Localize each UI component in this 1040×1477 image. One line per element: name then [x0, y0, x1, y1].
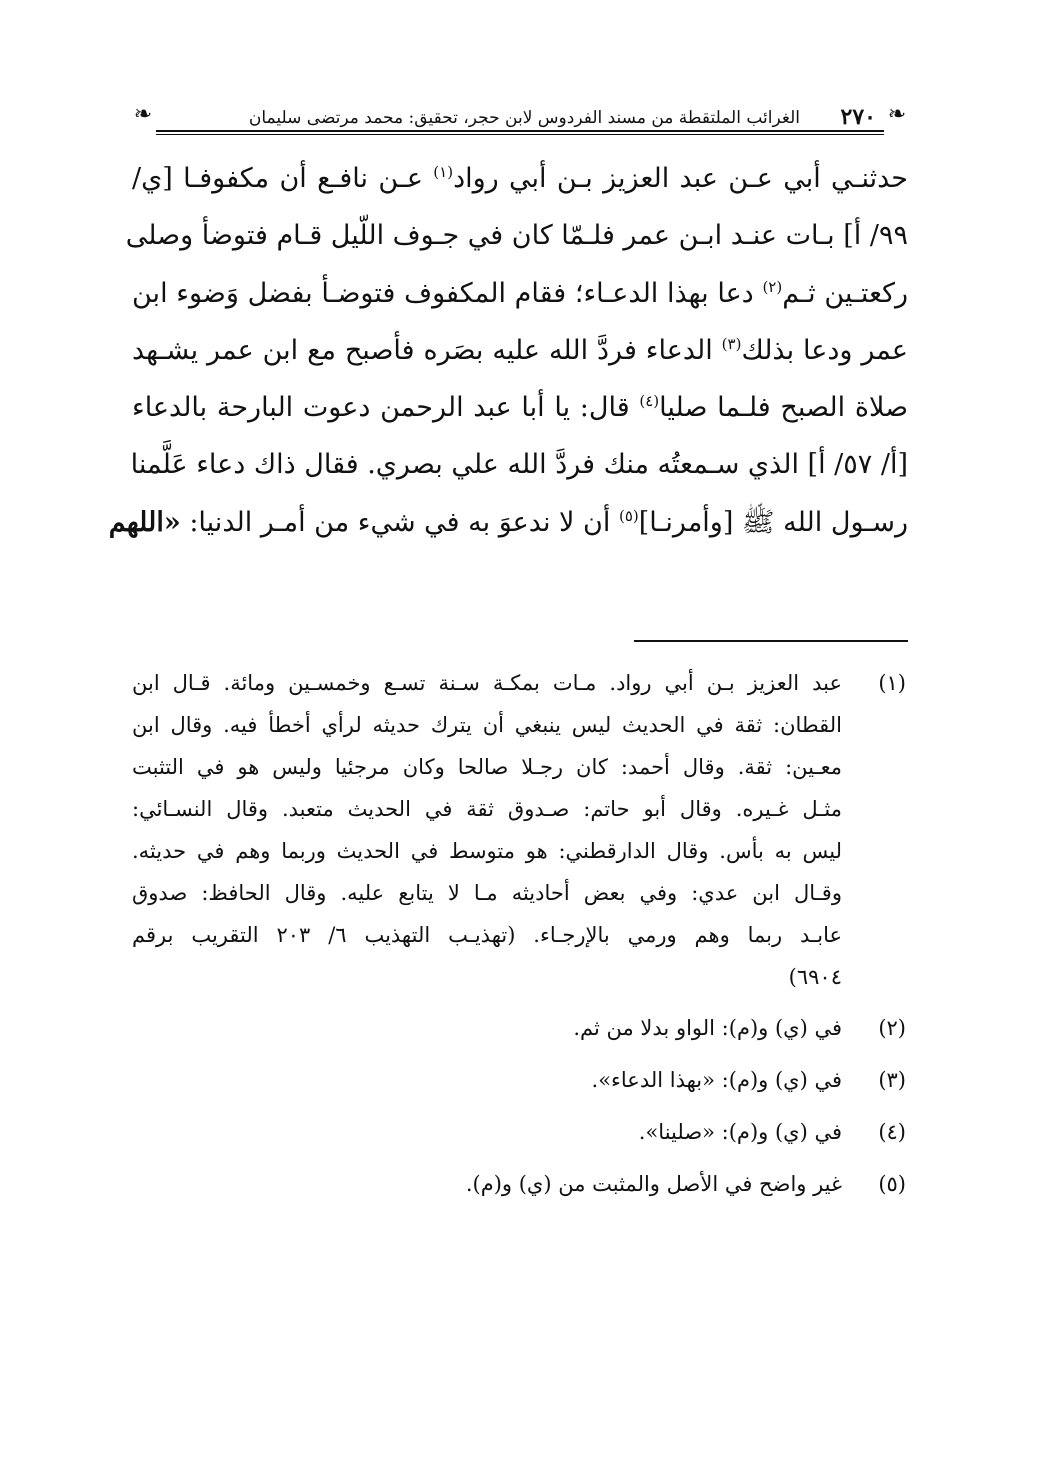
footnote-line: وقـال ابن عدي: وفي بعض أحاديثه مـا لا يتابع عليه. وقال الحافظ: صدوق: [132, 881, 842, 905]
body-line: ٩٩/ أ] بـات عنـد ابـن عمر فلـمّا كان في جـوف اللّيل قـام فتوضأ وصلى: [125, 220, 908, 252]
ornament-right-icon: ❧: [887, 102, 907, 127]
body-line: عمر ودعا بذلك$^{(٣)}$ الدعاء فردَّ الله عليه بصَره فأصبح مع ابن عمر يشـهد: [132, 334, 908, 366]
footnote-ref: (٣): [721, 334, 742, 353]
footnote-ref: (٢): [762, 277, 783, 296]
footnote-3: [132, 1058, 908, 1102]
ornament-left-icon: ❧: [133, 102, 153, 127]
footnotes: [132, 662, 908, 1206]
footnote-number: (٢): [878, 1016, 906, 1040]
footnote-line: ليس به بأس. وقال الدارقطني: هو متوسط في الحديث وربما وهم في حديثه.: [132, 839, 842, 863]
body-line: ركعتـين ثـم$^{(٢)}$ دعا بهذا الدعـاء؛ فقام المكفوف فتوضـأ بفضل وَضوء ابن: [132, 277, 908, 309]
footnote-line: في (ي) و(م): الواو بدلا من ثم.: [573, 1016, 842, 1040]
footnote-line: عبد العزيز بـن أبي رواد. مـات بمكـة سـنة تسـع وخمسـين ومائة. قـال ابن: [132, 671, 842, 695]
footnote-line: القطان: ثقة في الحديث ليس ينبغي أن يترك حديثه لرأي أخطأ فيه. وقال ابن: [132, 713, 842, 737]
footnote-number: (٣): [878, 1068, 906, 1092]
footnote-ref: (١): [433, 163, 454, 181]
footnote-number: (٥): [878, 1172, 906, 1196]
footnote-ref: (٤): [639, 392, 660, 411]
body-line: [أ/ ٥٧/ أ] الذي سـمعتُه منك فردَّ الله علي بصري. فقال ذاك دعاء عَلَّمنا: [130, 449, 908, 481]
page-number: ٢٧٠: [840, 104, 876, 130]
footnote-line: ٦٩٠٤): [788, 965, 842, 989]
footnote-4: [132, 1110, 908, 1154]
footnote-line: معـين: ثقة. وقال أحمد: كان رجـلا صالحا وكان مرجئيا وليس هو في التثبت: [132, 755, 842, 779]
footnote-number: (٤): [878, 1120, 906, 1144]
header-rule: [156, 130, 884, 135]
footnote-5: [132, 1162, 908, 1206]
footnote-number: (١): [878, 671, 906, 695]
footnote-separator: [634, 640, 908, 642]
footnote-line: مثـل غـيره. وقال أبو حاتم: صـدوق ثقة في الحديث متعبد. وقال النسـائي:: [132, 797, 842, 821]
body-line: صلاة الصبح فلـما صليا$^{(٤)}$ قال: يا أبا عبد الرحمن دعوت البارحة بالدعاء: [132, 392, 909, 424]
footnote-ref: (٥): [618, 506, 639, 525]
body-line: حدثنـي أبي عـن عبد العزيز بـن أبي رواد$^{(١)}$ عـن نافـع أن مكفوفـا [ي/: [132, 163, 908, 194]
footnote-line: في (ي) و(م): «بهذا الدعاء».: [591, 1068, 842, 1092]
footnote-line: في (ي) و(م): «صلينا».: [638, 1120, 842, 1144]
body-line: رسـول الله ﷺ [وأمرنـا]$^{(٥)}$ أن لا ندعوَ به في شيء من أمـر الدنيا: «اللهم: [108, 506, 908, 538]
running-header: [128, 98, 912, 138]
footnote-2: [132, 1006, 908, 1050]
footnote-line: عابـد ربما وهم ورمي بالإرجـاء. (تهذيـب التهذيب ٦/ ٢٠٣ التقريب برقم: [132, 923, 842, 947]
main-text: [108, 150, 909, 551]
footnote-line: غير واضح في الأصل والمثبت من (ي) و(م).: [465, 1172, 842, 1196]
book-title: الغرائب الملتقطة من مسند الفردوس لابن حجر، تحقيق: محمد مرتضى سليمان: [248, 108, 800, 128]
footnote-1: [132, 662, 908, 998]
